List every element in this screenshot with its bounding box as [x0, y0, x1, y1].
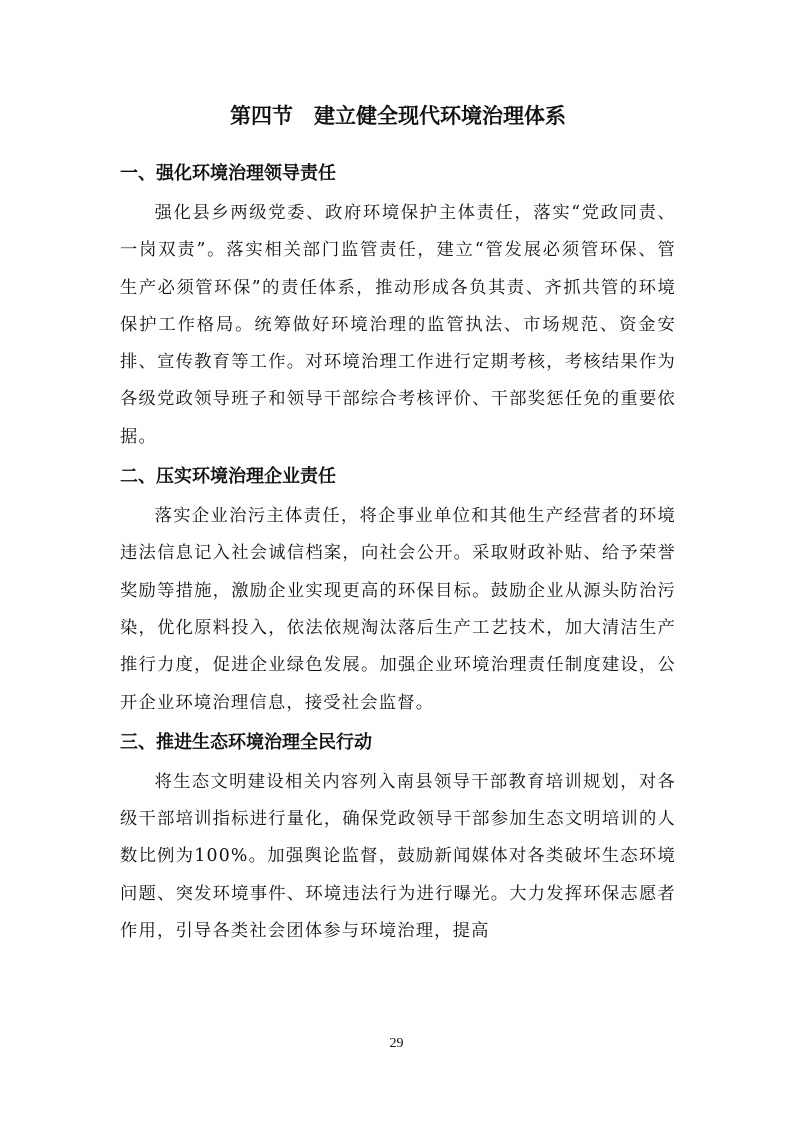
paragraph-public-action: 将生态文明建设相关内容列入南县领导干部教育培训规划，对各级干部培训指标进行量化，确保党政领导干部参加生态文明培训的人数比例为100%。加强舆论监督，鼓励新闻媒体对各类破坏生态环境问题、突发环境事件、环境违法行为进行曝光。大力发挥环保志愿者作用，引导各类社会团体参与环境治理，提高 — [120, 771, 676, 942]
page-content — [120, 96, 676, 950]
heading-enterprise-responsibility: 二、压实环境治理企业责任 — [120, 466, 336, 488]
section-title: 第四节 建立健全现代环境治理体系 — [230, 104, 566, 128]
paragraph-enterprise-responsibility: 落实企业治污主体责任，将企事业单位和其他生产经营者的环境违法信息记入社会诚信档案，向社会公开。采取财政补贴、给予荣誉奖励等措施，激励企业实现更高的环保目标。鼓励企业从源头防治污染，优化原料投入，依法依规淘汰落后生产工艺技术，加大清洁生产推行力度，促进企业绿色发展。加强企业环境治理责任制度建设，公开企业环境治理信息，接受社会监督。 — [120, 506, 676, 713]
heading-leadership-responsibility: 一、强化环境治理领导责任 — [120, 163, 336, 184]
page-number: 29 — [389, 1036, 404, 1051]
heading-public-action: 三、推进生态环境治理全民行动 — [120, 731, 372, 753]
paragraph-leadership-responsibility: 强化县乡两级党委、政府环境保护主体责任，落实“党政同责、一岗双责”。落实相关部门监管责任，建立“管发展必须管环保、管生产必须管环保”的责任体系，推动形成各负其责、齐抓共管的环境保护工作格局。统筹做好环境治理的监管执法、市场规范、资金安排、宣传教育等工作。对环境治理工作进行定期考核，考核结果作为各级党政领导班子和领导干部综合考核评价、干部奖惩任免的重要依据。 — [120, 203, 676, 447]
